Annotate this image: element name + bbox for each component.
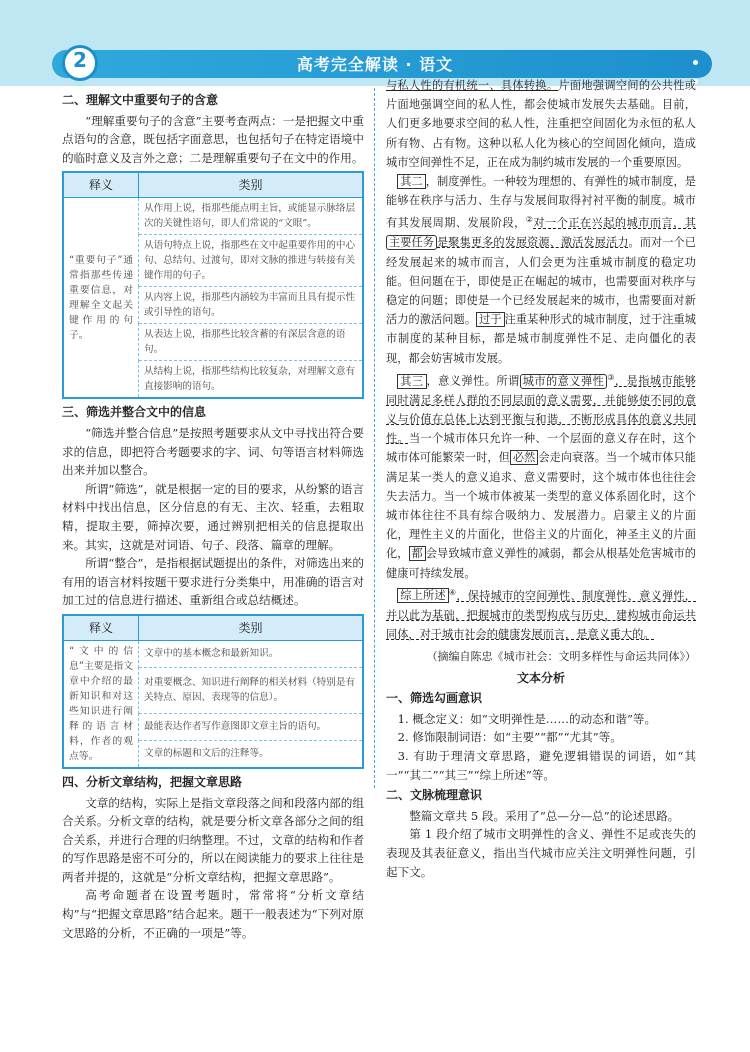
boxed-keyword: 其二	[397, 174, 426, 189]
passage-paragraph	[386, 76, 696, 172]
text: 片面地强调空间的公共性或片面地强调空间的私人性，都会使城市发展失去基础。目前，人们更多地要求空间的私人性，注重把空间固化为永恒的私人所有物、占有物。这种以私人化为核心的空间固化倾向，造成城市空间弹性不足，正在成为制约城市发展的一个重要原因。	[386, 79, 696, 169]
table-cell: 从作用上说，指那些能点明主旨，或能显示脉络层次的关键性语句，即人们常说的“文眼”。	[139, 198, 364, 235]
passage-paragraph	[386, 172, 696, 368]
book-title: 高考完全解读 · 语文	[296, 55, 454, 74]
paragraph: 所谓“筛选”，就是根据一定的目的要求，从纷繁的语言材料中找出信息，区分信息的有无、主次、轻重，去粗取精，提取主要，筛掉次要，通过辨别把相关的信息提取出来。其实，这就是对词语、句子、段落、篇章的理解。	[62, 481, 364, 552]
text: 。而对一个已经发展起来的城市而言，人们会更为注重城市制度的稳定功能。但问题在于，即使是正在崛起的城市，也需要面对秩序与稳定的问题；即使是一个已经发展起来的城市，也需要面对新活力的激活问题。	[386, 236, 696, 327]
text: 会导致城市意义弹性的减弱，都会从根基处危害城市的健康可持续发展。	[386, 547, 696, 580]
left-column	[62, 88, 364, 942]
section-heading: 四、分析文章结构，把握文章思路	[62, 774, 243, 789]
underlined-text: 是聚集更多的发展资源、激活发展活力	[437, 236, 629, 250]
source-citation: （摘编自陈忠《城市社会：文明多样性与命运共同体》）	[426, 650, 696, 664]
underlined-text: 与私人性的有机统一、具体转换。	[386, 79, 559, 92]
table-label-cell: “重要句子”通常指那些传递重要信息，对理解全文起关键作用的句子。	[63, 198, 139, 399]
table-cell: 最能表达作者写作意图即文章主旨的语句。	[139, 713, 364, 740]
table-label-cell: “文中的信息”主要是指文章中介绍的最新知识和对这些知识进行阐释的语言材料，作者的观点等。	[63, 640, 139, 768]
table-cell: 从表达上说，指那些比较含蓄的有深层含意的语句。	[139, 324, 364, 361]
analysis-title: 文本分析	[516, 670, 565, 685]
boxed-keyword: 其三	[397, 374, 426, 389]
text: 当一个城市体只允许一种、一个层面的意义存在时，这个城市体可能繁荣一时，但	[386, 432, 696, 465]
analysis-heading: 二、文脉梳理意识	[386, 788, 483, 803]
passage-paragraph	[386, 368, 696, 583]
footnote-marker: ③	[607, 372, 615, 382]
table-cell: 从结构上说，指那些结构比较复杂，对理解文意有直接影响的语句。	[139, 361, 364, 399]
table-cell: 从内容上说，指那些内涵较为丰富而且具有提示性或引导性的语句。	[139, 287, 364, 324]
text: 会走向衰落。当一个城市体只能满足某一类人的意义追求、意义需要时，这个城市体也往往会失去活力。当一个城市体被某一类型的意义体系固化时，这个城市体往往不具有综合吸纳力、发展潜力。启蒙主义的片面化，理性主义的片面化，世俗主义的片面化，神圣主义的片面化，	[386, 451, 696, 561]
paragraph: 高考命题者在设置考题时，常常将“分析文章结构”与“把握文章思路”结合起来。题干一般表述为“下列对原文思路的分析，不正确的一项是”等。	[62, 888, 364, 940]
paragraph: “筛选并整合信息”是按照考题要求从文中寻找出符合要求的信息，即把符合考题要求的字、词、句等语言材料筛选出来并加以整合。	[62, 425, 364, 478]
underlined-text: ，是指城市能够同时满足多样人群的不同层面的意义需要，并能够使不同的意义与价值在总体上达到平衡与和谐，不断形成具体的意义共同性。	[386, 374, 696, 446]
underlined-text: ，保持城市的空间弹性、制度弹性、意义弹性，并以此为基础，把握城市的类型构成与历史，建构城市命运共同体，对于城市社会的健康发展而言，是意义重大的。	[386, 589, 696, 641]
analysis-heading: 一、筛选勾画意识	[386, 691, 483, 706]
boxed-keyword: 主要任务	[386, 235, 437, 250]
list-item: 3. 有助于理清文章思路，避免逻辑错误的词语，如“其一”“其二”“其三”“综上所述”等。	[386, 749, 696, 782]
table-cell: 从语句特点上说，指那些在文中起重要作用的中心句、总结句、过渡句，即对文脉的推进与转接有关键作用的句子。	[139, 235, 364, 287]
footnote-marker: ④	[448, 587, 457, 597]
boxed-keyword: 过于	[476, 312, 505, 327]
text: ，制度弹性。一种较为理想的、有弹性的城市制度，是能够在秩序与活力、生存与发展间取得衬衬平衡的制度。	[386, 175, 696, 208]
paragraph: 第 1 段介绍了城市文明弹性的含义、弹性不足或丧失的表现及其表征意义，指出当代城市应关注文明弹性问题，引起下文。	[386, 827, 696, 879]
table-header-2: 类别	[139, 615, 364, 641]
table-header-1: 释义	[63, 172, 139, 198]
paragraph: 整篇文章共 5 段。采用了“总—分—总”的论述思路。	[409, 808, 680, 823]
boxed-keyword: 综上所述	[397, 588, 449, 603]
table-header-1: 释义	[63, 615, 139, 641]
footnote-marker: ②	[525, 215, 534, 225]
text: 注重某种形式的城市制度，过于注重城市制度的某种目标，都是城市制度弹性不足、走向僵化的表现，都会妨害城市发展。	[386, 313, 696, 365]
paragraph: “理解重要句子的含意”主要考查两点：一是把握文中重点语句的含意，既包括字面意思，也包括句子在特定语境中的临时意义及言外之意；二是理解重要句子在文中的作用。	[62, 113, 364, 165]
table-cell: 文章中的基本概念和最新知识。	[139, 640, 364, 667]
boxed-keyword: 必然	[510, 450, 539, 465]
table-information	[62, 614, 364, 769]
list-item: 2. 修饰限制词语：如“主要”“都”“尤其”等。	[397, 730, 622, 745]
paragraph: 所谓“整合”，是指根据试题提出的条件，对筛选出来的有用的语言材料按题干要求进行分类集中，用准确的语言对加工过的信息进行描述、重新组合或总结概述。	[62, 556, 364, 608]
list-item: 1. 概念定义：如“文明弹性是……的动态和谐”等。	[397, 711, 657, 726]
column-divider	[374, 88, 375, 788]
boxed-keyword: 城市的意义弹性	[520, 374, 608, 389]
text: ，意义弹性。所谓	[426, 374, 520, 388]
text: 城市有其发展周期、发展阶段，	[386, 194, 696, 231]
underlined-text: 对一个正在兴起的城市而言，其	[533, 217, 696, 231]
passage-paragraph	[386, 583, 696, 644]
colon-decoration-icon	[692, 52, 710, 74]
page-number: 2	[62, 45, 98, 81]
paragraph: 文章的结构，实际上是指文章段落之间和段落内部的组合关系。分析文章的结构，就是要分析文章各部分之间的组合关系，并进行合理的归纳整理。不过，文章的结构和作者的写作思路是密不可分的，所以在阅读能力的要求上往往是两者并提的，这就是“分析文章结构，把握文章思路”。	[62, 795, 364, 884]
section-heading: 二、理解文中重要句子的含意	[62, 93, 219, 107]
right-column	[386, 76, 696, 881]
boxed-keyword: 都	[409, 546, 426, 561]
section-heading: 三、筛选并整合文中的信息	[62, 405, 207, 420]
table-header-2: 类别	[139, 172, 364, 198]
page-header	[0, 0, 750, 86]
table-sentences	[62, 171, 364, 399]
table-cell: 对重要概念、知识进行阐释的相关材料（特别是有关特点、原因、表现等的信息）。	[139, 668, 364, 714]
table-cell: 文章的标题和文后的注释等。	[139, 740, 364, 768]
